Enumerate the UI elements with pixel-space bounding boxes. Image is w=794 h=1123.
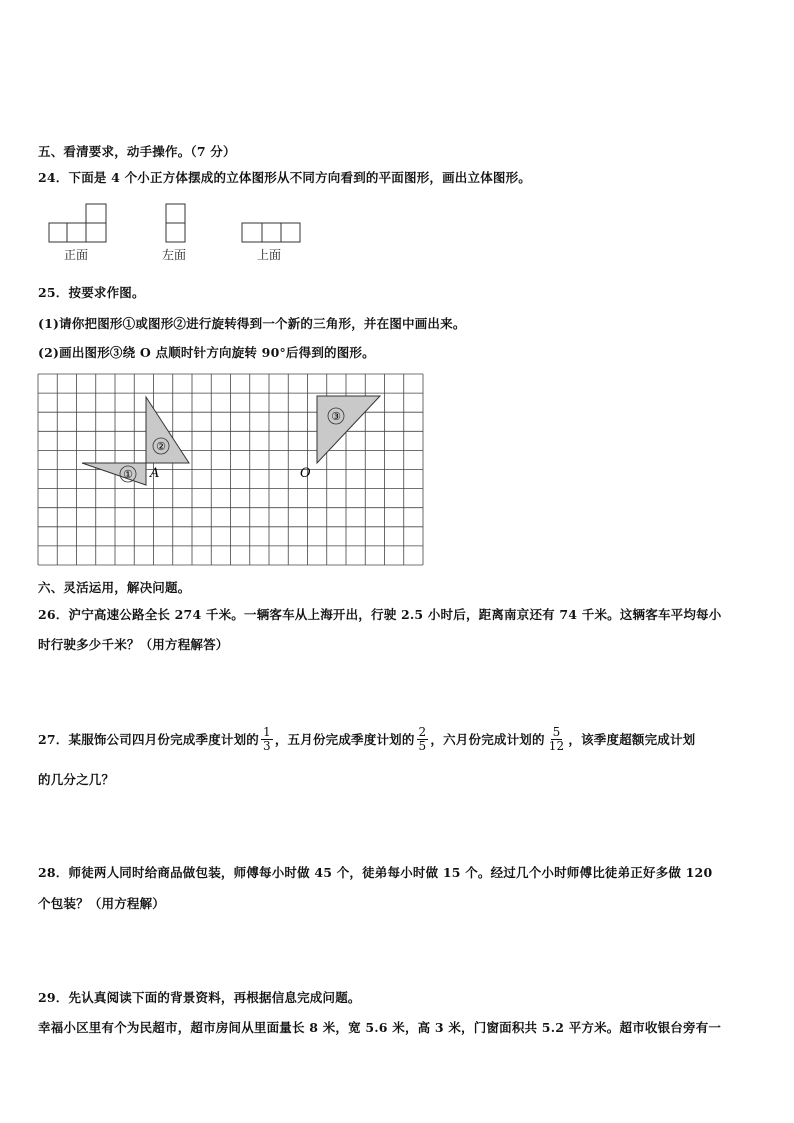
point-o-label: O: [300, 466, 311, 481]
triangle-2: [146, 397, 189, 463]
q27-fraction-2: $\frac{2}{5}$: [418, 725, 427, 753]
question-29-line-2: 幸福小区里有个为民超市，超市房间从里面量长 8 米，宽 5.6 米，高 3 米，门窗面积共 5.2 平方米。超市收银台旁有一: [38, 1020, 722, 1035]
q27-text-2: ，五月份完成季度计划的: [274, 732, 415, 747]
question-27-line-1: [38, 727, 695, 754]
shape-3-label: ③: [331, 410, 341, 423]
shape-2-label: ②: [156, 440, 166, 453]
top-view-label: 上面: [257, 248, 282, 262]
question-25-part-2: (2)画出图形③绕 O 点顺时针方向旋转 90°后得到的图形。: [38, 345, 375, 360]
front-view-label: 正面: [64, 248, 89, 262]
question-26-line-2: 时行驶多少千米？（用方程解答）: [38, 637, 229, 652]
shape-1-label: ①: [123, 468, 133, 481]
q27-fraction-3: $\frac{5}{12}$: [548, 725, 565, 753]
question-27-line-2: 的几分之几？: [38, 772, 115, 787]
question-25: 25．按要求作图。: [38, 285, 145, 300]
question-29-line-1: 29．先认真阅读下面的背景资料，再根据信息完成问题。: [38, 990, 361, 1005]
question-28-line-1: 28．师徒两人同时给商品做包装，师傅每小时做 45 个，徒弟每小时做 15 个。经过几个小时师傅比徒弟正好多做 120: [38, 865, 713, 880]
question-26-line-1: 26．沪宁高速公路全长 274 千米。一辆客车从上海开出，行驶 2.5 小时后，距离南京还有 74 千米。这辆客车平均每小: [38, 607, 722, 622]
q27-text-1: 27．某服饰公司四月份完成季度计划的: [38, 732, 259, 747]
section-6-heading: 六、灵活运用，解决问题。: [38, 580, 191, 595]
q27-fraction-1: $\frac{1}{3}$: [263, 725, 271, 753]
question-25-part-1: (1)请你把图形①或图形②进行旋转得到一个新的三角形，并在图中画出来。: [38, 316, 466, 331]
point-a-label: A: [150, 466, 160, 481]
question-24: 24．下面是 4 个小正方体摆成的立体图形从不同方向看到的平面图形，画出立体图形。: [38, 170, 531, 185]
q27-text-3: ，六月份完成计划的: [430, 732, 545, 747]
section-5-heading: 五、看清要求，动手操作。（7 分）: [38, 144, 236, 159]
q27-text-4: ，该季度超额完成计划: [568, 732, 696, 747]
left-view-label: 左面: [162, 248, 187, 262]
question-28-line-2: 个包装？（用方程解）: [38, 896, 166, 911]
triangle-3: [317, 396, 380, 463]
